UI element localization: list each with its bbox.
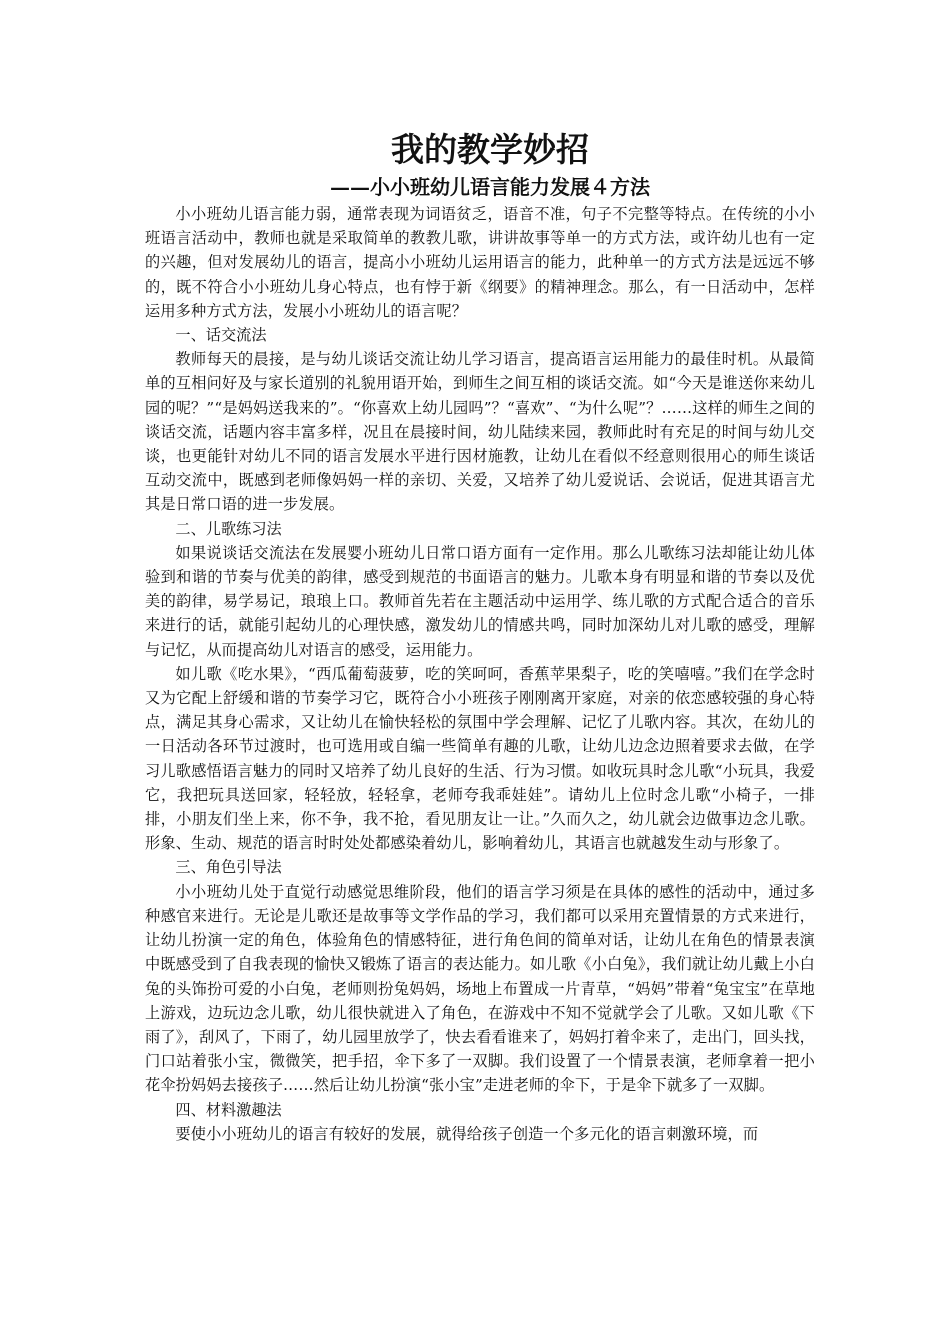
body-paragraph: 如儿歌《吃水果》，“西瓜葡萄菠萝，吃的笑呵呵，香蕉苹果梨子，吃的笑嘻嘻。”我们在学念时又为它配上舒缓和谐的节奏学习它，既符合小小班孩子刚刚离开家庭，对亲的依恋感较强的身心特点，满足其身心需求，又让幼儿在愉快轻松的氛围中学会理解、记忆了儿歌内容。其次，在幼儿的一日活动各环节过渡时，也可选用或自编一些简单有趣的儿歌，让幼儿边念边照着要求去做，在学习儿歌感悟语言魅力的同时又培养了幼儿良好的生活、行为习惯。如收玩具时念儿歌“小玩具，我爱它，我把玩具送回家，轻轻放，轻轻拿，老师夸我乖娃娃”。请幼儿上位时念儿歌“小椅子，一排排，小朋友们坐上来，你不争，我不抢，看见朋友让一让。”久而久之，幼儿就会边做事边念儿歌。形象、生动、规范的语言时时处处都感染着幼儿，影响着幼儿，其语言也就越发生动与形象了。 — [145, 664, 815, 853]
section-heading: 一、话交流法 — [175, 326, 267, 345]
document-title: 我的教学妙招 — [391, 130, 589, 169]
body-paragraph: 如果说谈话交流法在发展婴小班幼儿日常口语方面有一定作用。那么儿歌练习法却能让幼儿体验到和谐的节奏与优美的韵律，感受到规范的书面语言的魅力。儿歌本身有明显和谐的节奏以及优美的韵律，易学易记，琅琅上口。教师首先若在主题活动中运用学、练儿歌的方式配合适合的音乐来进行的话，就能引起幼儿的心理快感，激发幼儿的情感共鸣，同时加深幼儿对儿歌的感受，理解与记忆，从而提高幼儿对语言的感受，运用能力。 — [145, 543, 815, 659]
document-body — [145, 202, 815, 1146]
document-page — [145, 128, 815, 1146]
section-heading: 四、材料激趣法 — [175, 1100, 282, 1119]
document-subtitle: ——小小班幼儿语言能力发展４方法 — [330, 175, 650, 199]
section-heading: 三、角色引导法 — [175, 858, 282, 877]
body-paragraph: 教师每天的晨接，是与幼儿谈话交流让幼儿学习语言，提高语言运用能力的最佳时机。从最简单的互相问好及与家长道别的礼貌用语开始，到师生之间互相的谈话交流。如“今天是谁送你来幼儿园的呢？”“是妈妈送我来的”。“你喜欢上幼儿园吗”？“喜欢”、“为什么呢”？……这样的师生之间的谈话交流，话题内容丰富多样，况且在晨接时间，幼儿陆续来园，教师此时有充足的时间与幼儿交谈，也更能针对幼儿不同的语言发展水平进行因材施教，让幼儿在看似不经意则很用心的师生谈话互动交流中，既感到老师像妈妈一样的亲切、关爱，又培养了幼儿爱说话、会说话，促进其语言尤其是日常口语的进一步发展。 — [145, 350, 815, 514]
body-paragraph: 要使小小班幼儿的语言有较好的发展，就得给孩子创造一个多元化的语言刺激环境，而 — [175, 1124, 759, 1143]
section-heading: 二、儿歌练习法 — [175, 519, 282, 538]
body-paragraph: 小小班幼儿语言能力弱，通常表现为词语贫乏，语音不准，句子不完整等特点。在传统的小小班语言活动中，教师也就是采取简单的教教儿歌，讲讲故事等单一的方式方法，或许幼儿也有一定的兴趣，但对发展幼儿的语言，提高小小班幼儿运用语言的能力，此种单一的方式方法是远远不够的，既不符合小小班幼儿身心特点，也有悖于新《纲要》的精神理念。那么，有一日活动中，怎样运用多种方式方法，发展小小班幼儿的语言呢？ — [145, 205, 815, 320]
body-paragraph: 小小班幼儿处于直觉行动感觉思维阶段，他们的语言学习须是在具体的感性的活动中，通过多种感官来进行。无论是儿歌还是故事等文学作品的学习，我们都可以采用充置情景的方式来进行，让幼儿扮演一定的角色，体验角色的情感特征，进行角色间的简单对话，让幼儿在角色的情景表演中既感受到了自我表现的愉快又锻炼了语言的表达能力。如儿歌《小白兔》，我们就让幼儿戴上小白兔的头饰扮可爱的小白兔，老师则扮兔妈妈，场地上布置成一片青草，“妈妈”带着“兔宝宝”在草地上游戏，边玩边念儿歌，幼儿很快就进入了角色，在游戏中不知不觉就学会了儿歌。又如儿歌《下雨了》，刮风了，下雨了，幼儿园里放学了，快去看看谁来了，妈妈打着伞来了，走出门，回头找，门口站着张小宝，微微笑，把手招，伞下多了一双脚。我们设置了一个情景表演，老师拿着一把小花伞扮妈妈去接孩子……然后让幼儿扮演“张小宝”走进老师的伞下，于是伞下就多了一双脚。 — [145, 882, 815, 1095]
